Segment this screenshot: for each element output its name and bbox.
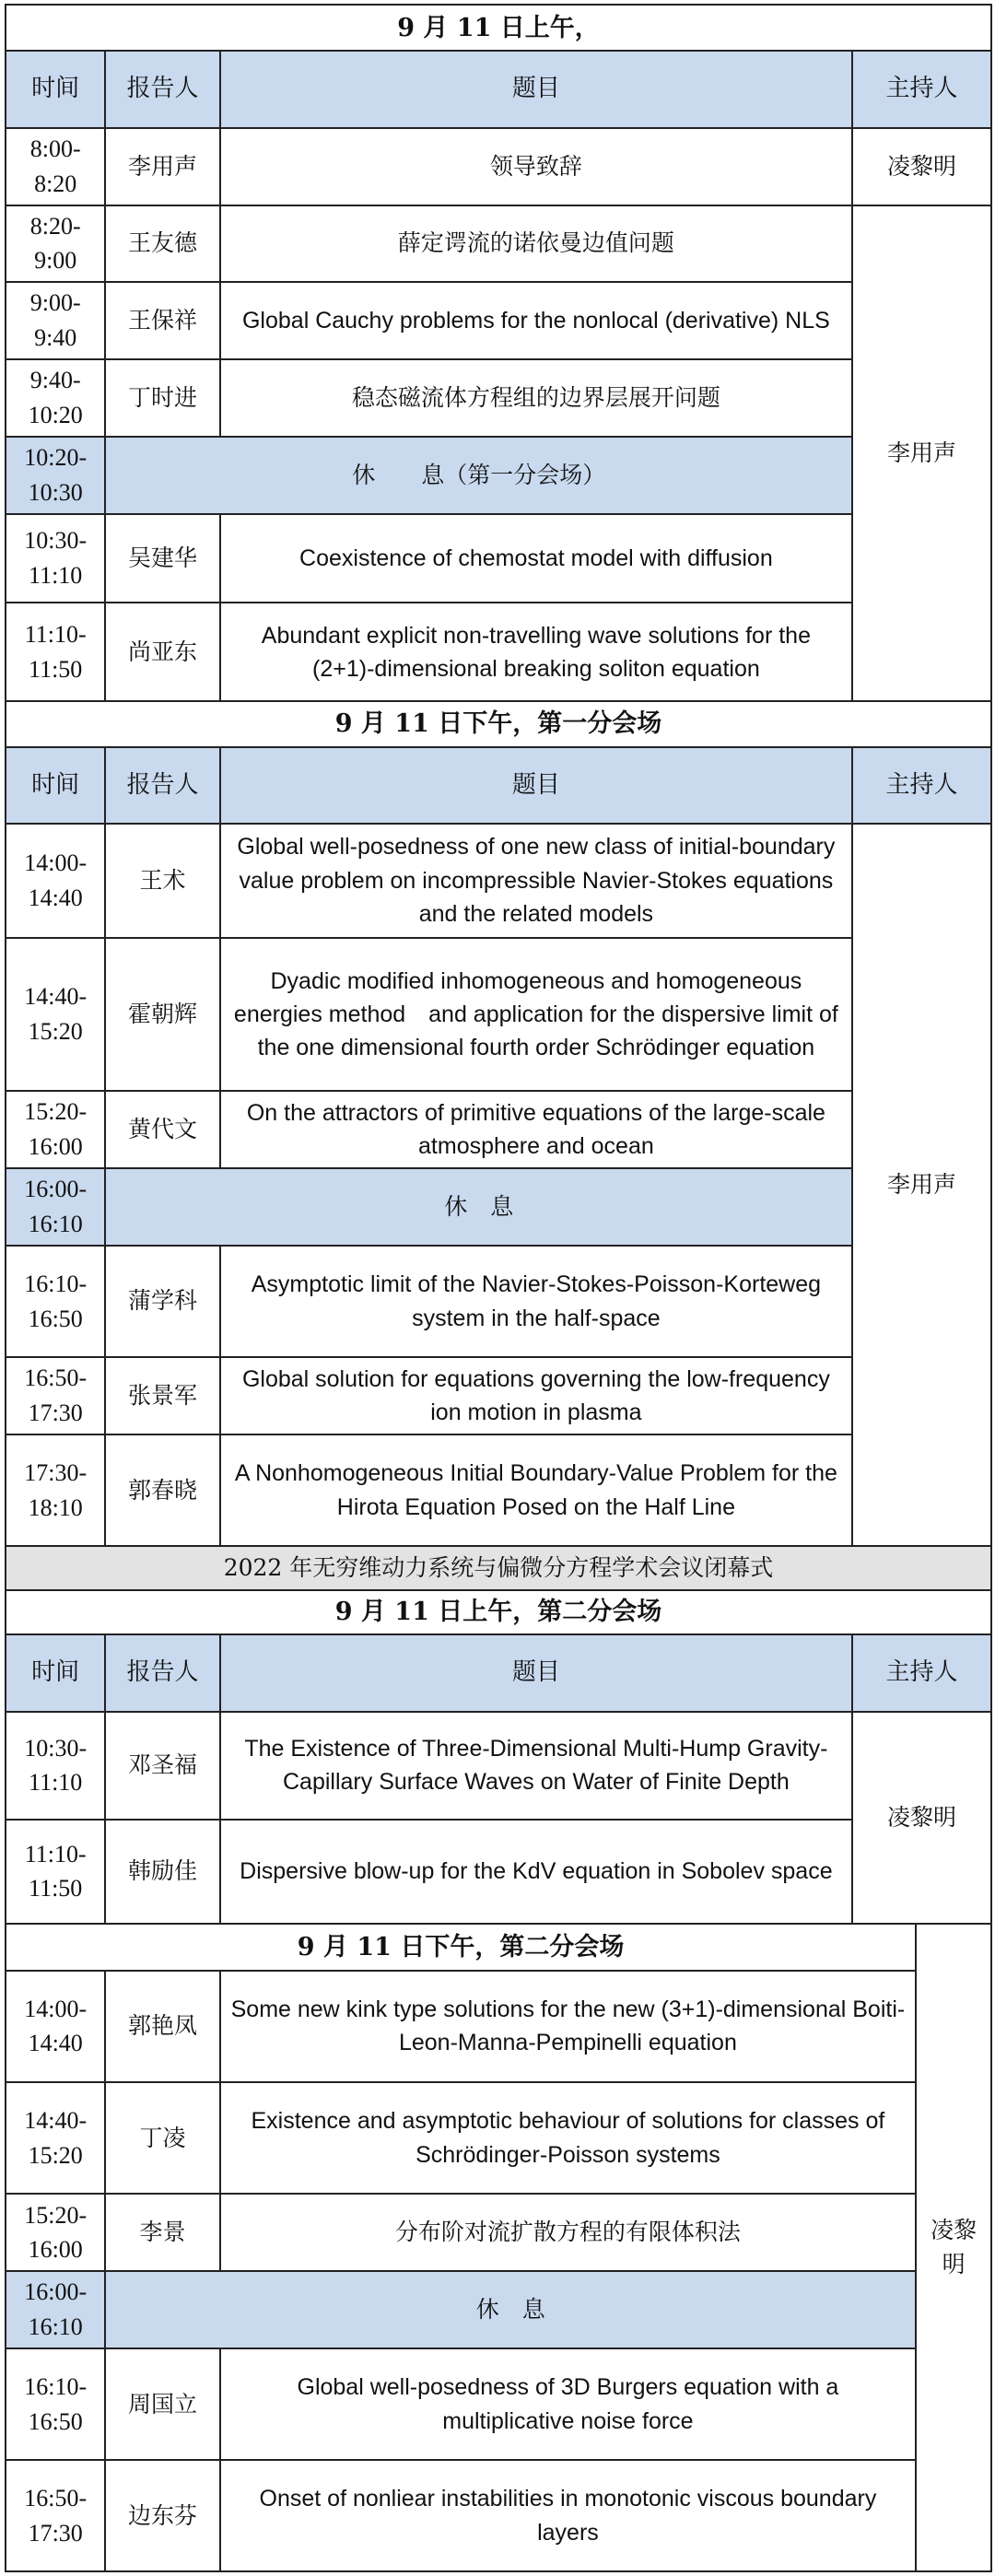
title-cell: Asymptotic limit of the Navier-Stokes-Poisson-Korteweg system in the half-space <box>220 1246 852 1357</box>
break-row <box>6 2271 991 2348</box>
section-heading-row <box>6 701 991 746</box>
speaker-cell: 尚亚东 <box>105 603 219 701</box>
table-row <box>6 205 991 283</box>
time-cell: 16:10-16:50 <box>6 1246 105 1357</box>
time-cell: 17:30-18:10 <box>6 1434 105 1546</box>
chair-cell: 李用声 <box>852 824 991 1546</box>
title-cell: Existence and asymptotic behaviour of solutions for classes of Schrödinger-Poisson systems <box>220 2082 916 2194</box>
break-row <box>6 1168 991 1246</box>
section-heading-row <box>6 1590 991 1634</box>
time-cell: 11:10-11:50 <box>6 1820 105 1924</box>
break-label: 休 息 <box>105 2271 916 2348</box>
speaker-cell: 蒲学科 <box>105 1246 219 1357</box>
speaker-cell: 黄代文 <box>105 1091 219 1168</box>
chair-cell: 李用声 <box>852 205 991 702</box>
table-header-row <box>6 1634 991 1711</box>
table-row <box>6 938 991 1092</box>
chair-cell: 凌黎明 <box>916 1924 991 2571</box>
break-label: 休 息（第一分会场） <box>105 437 852 514</box>
section-heading: 9 月 11 日上午，第二分会场 <box>6 1590 991 1634</box>
table-row <box>6 2082 991 2194</box>
time-cell: 14:00-14:40 <box>6 824 105 938</box>
speaker-cell: 丁时进 <box>105 359 219 437</box>
title-cell: A Nonhomogeneous Initial Boundary-Value Problem for the Hirota Equation Posed on the Half Line <box>220 1434 852 1546</box>
chair-cell: 凌黎明 <box>852 128 991 205</box>
time-cell: 10:30-11:10 <box>6 514 105 603</box>
table-row <box>6 1820 991 1924</box>
table-row <box>6 282 991 359</box>
speaker-cell: 邓圣福 <box>105 1712 219 1820</box>
header-speaker: 报告人 <box>105 1634 219 1711</box>
conference-schedule-table <box>5 4 992 2572</box>
speaker-cell: 周国立 <box>105 2348 219 2460</box>
title-cell: Dispersive blow-up for the KdV equation in Sobolev space <box>220 1820 852 1924</box>
title-cell: 领导致辞 <box>220 128 852 205</box>
time-cell: 14:40-15:20 <box>6 2082 105 2194</box>
title-cell: Dyadic modified inhomogeneous and homogeneous energies method and application for the dispersive limit of the one dimensional fourth order Schrödinger equation <box>220 938 852 1092</box>
section-heading: 9 月 11 日下午，第二分会场 <box>6 1924 916 1970</box>
title-cell: Global solution for equations governing the low-frequency ion motion in plasma <box>220 1357 852 1434</box>
section-heading: 9 月 11 日上午， <box>6 5 991 51</box>
title-cell: Global Cauchy problems for the nonlocal (derivative) NLS <box>220 282 852 359</box>
speaker-cell: 丁凌 <box>105 2082 219 2194</box>
title-cell: The Existence of Three-Dimensional Multi-Hump Gravity-Capillary Surface Waves on Water of Finite Depth <box>220 1712 852 1820</box>
time-cell: 9:00-9:40 <box>6 282 105 359</box>
title-cell: Onset of nonliear instabilities in monotonic viscous boundary layers <box>220 2460 916 2571</box>
table-row <box>6 2194 991 2271</box>
time-cell: 9:40-10:20 <box>6 359 105 437</box>
break-label: 休 息 <box>105 1168 852 1246</box>
time-cell: 16:50-17:30 <box>6 1357 105 1434</box>
table-row <box>6 603 991 701</box>
title-cell: Abundant explicit non-travelling wave solutions for the (2+1)-dimensional breaking soliton equation <box>220 603 852 701</box>
chair-cell: 凌黎明 <box>852 1712 991 1925</box>
speaker-cell: 张景军 <box>105 1357 219 1434</box>
table-row <box>6 514 991 603</box>
time-cell: 15:20-16:00 <box>6 1091 105 1168</box>
table-row <box>6 128 991 205</box>
speaker-cell: 韩励佳 <box>105 1820 219 1924</box>
speaker-cell: 霍朝辉 <box>105 938 219 1092</box>
speaker-cell: 吴建华 <box>105 514 219 603</box>
header-speaker: 报告人 <box>105 747 219 824</box>
break-row <box>6 437 991 514</box>
speaker-cell: 王保祥 <box>105 282 219 359</box>
table-row <box>6 1971 991 2082</box>
header-title: 题目 <box>220 1634 852 1711</box>
time-cell: 14:40-15:20 <box>6 938 105 1092</box>
time-cell: 8:20-9:00 <box>6 205 105 283</box>
time-cell: 16:00-16:10 <box>6 1168 105 1246</box>
header-time: 时间 <box>6 1634 105 1711</box>
table-row <box>6 1091 991 1168</box>
table-row <box>6 2460 991 2571</box>
table-row <box>6 1246 991 1357</box>
title-cell: Some new kink type solutions for the new (3+1)-dimensional Boiti-Leon-Manna-Pempinelli equation <box>220 1971 916 2082</box>
table-row <box>6 824 991 938</box>
title-cell: Global well-posedness of one new class of initial-boundary value problem on incompressible Navier-Stokes equations and the related models <box>220 824 852 938</box>
time-cell: 8:00-8:20 <box>6 128 105 205</box>
header-speaker: 报告人 <box>105 51 219 127</box>
speaker-cell: 李用声 <box>105 128 219 205</box>
header-chair: 主持人 <box>852 51 991 127</box>
speaker-cell: 郭春晓 <box>105 1434 219 1546</box>
closing-ceremony-label: 2022 年无穷维动力系统与偏微分方程学术会议闭幕式 <box>6 1546 991 1589</box>
time-cell: 10:20-10:30 <box>6 437 105 514</box>
speaker-cell: 王术 <box>105 824 219 938</box>
time-cell: 10:30-11:10 <box>6 1712 105 1820</box>
table-row <box>6 1434 991 1546</box>
title-cell: 薛定谔流的诺依曼边值问题 <box>220 205 852 283</box>
section-heading: 9 月 11 日下午，第一分会场 <box>6 701 991 746</box>
table-header-row <box>6 747 991 824</box>
title-cell: Coexistence of chemostat model with diffusion <box>220 514 852 603</box>
title-cell: Global well-posedness of 3D Burgers equation with a multiplicative noise force <box>220 2348 916 2460</box>
time-cell: 16:00-16:10 <box>6 2271 105 2348</box>
title-cell: On the attractors of primitive equations of the large-scale atmosphere and ocean <box>220 1091 852 1168</box>
speaker-cell: 郭艳凤 <box>105 1971 219 2082</box>
section-heading-row <box>6 1924 991 1970</box>
title-cell: 稳态磁流体方程组的边界层展开问题 <box>220 359 852 437</box>
header-chair: 主持人 <box>852 1634 991 1711</box>
table-row <box>6 2348 991 2460</box>
table-row <box>6 1712 991 1820</box>
table-header-row <box>6 51 991 127</box>
table-row <box>6 359 991 437</box>
table-row <box>6 1357 991 1434</box>
closing-ceremony-row <box>6 1546 991 1589</box>
time-cell: 14:00-14:40 <box>6 1971 105 2082</box>
speaker-cell: 边东芬 <box>105 2460 219 2571</box>
header-chair: 主持人 <box>852 747 991 824</box>
header-title: 题目 <box>220 51 852 127</box>
header-time: 时间 <box>6 747 105 824</box>
speaker-cell: 李景 <box>105 2194 219 2271</box>
speaker-cell: 王友德 <box>105 205 219 283</box>
title-cell: 分布阶对流扩散方程的有限体积法 <box>220 2194 916 2271</box>
time-cell: 16:10-16:50 <box>6 2348 105 2460</box>
time-cell: 16:50-17:30 <box>6 2460 105 2571</box>
time-cell: 15:20-16:00 <box>6 2194 105 2271</box>
header-title: 题目 <box>220 747 852 824</box>
time-cell: 11:10-11:50 <box>6 603 105 701</box>
section-heading-row <box>6 5 991 51</box>
header-time: 时间 <box>6 51 105 127</box>
